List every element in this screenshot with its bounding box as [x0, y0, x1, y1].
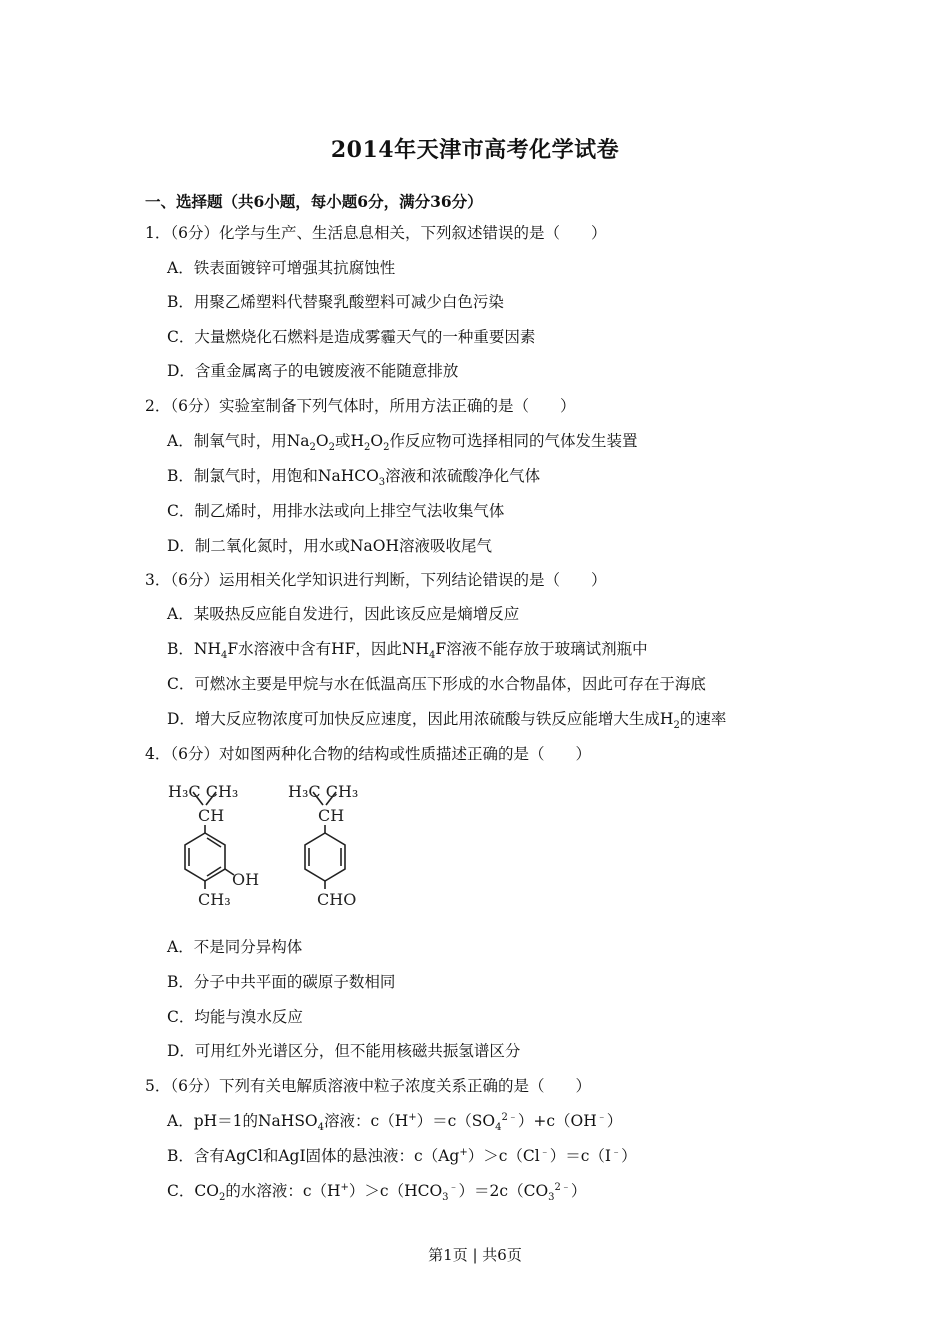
mol1-benzene-ring [185, 833, 225, 881]
question-5-option-b: B．含有AgCl和AgI固体的悬浊液：c（Ag+）＞c（Cl﹣）＝c（I﹣） [167, 1146, 637, 1165]
question-5-option-c: C．$CO_2$的水溶液：$c(H^+)>c(HCO_3^﹣)=2c(CO_3^{2﹣})$ [167, 1181, 587, 1204]
question-1-option-d: D．含重金属离子的电镀废液不能随意排放 [167, 362, 459, 380]
question-2-option-c: C．制乙烯时，用排水法或向上排空气法收集气体 [167, 502, 505, 520]
question-4-option-d: D．可用红外光谱区分，但不能用核磁共振氢谱区分 [167, 1042, 521, 1060]
question-5-stem: 5．（6分）下列有关电解质溶液中粒子浓度关系正确的是（ ） [145, 1077, 591, 1095]
question-1-option-a: A．铁表面镀锌可增强其抗腐蚀性 [167, 259, 396, 277]
mol1-ch-label: CH [198, 806, 225, 825]
question-5-option-a: A．pH＝1的NaHSO$_4$溶液：$c(H^+)=c(SO_4^{2﹣})+c(OH^﹣)$ [167, 1111, 623, 1134]
section-heading: 一、选择题（共6小题，每小题6分，满分36分） [145, 192, 483, 211]
mol2-top-label: H₃C CH₃ [288, 782, 359, 801]
mol1-oh-label: OH [232, 870, 260, 889]
question-2-stem: 2．（6分）实验室制备下列气体时，所用方法正确的是（ ） [145, 397, 576, 415]
mol2-ring [305, 833, 345, 881]
question-3-option-c: C．可燃冰主要是甲烷与水在低温高压下形成的水合物晶体，因此可存在于海底 [167, 675, 706, 693]
question-4-option-b: B．分子中共平面的碳原子数相同 [167, 973, 396, 991]
page-title: 2014年天津市高考化学试卷 [330, 137, 620, 163]
question-3-stem: 3．（6分）运用相关化学知识进行判断，下列结论错误的是（ ） [145, 571, 607, 589]
mol1-bottom-label: CH₃ [198, 890, 231, 909]
question-1-option-c: C．大量燃烧化石燃料是造成雾霾天气的一种重要因素 [167, 328, 536, 346]
question-3-option-d: D．增大反应物浓度可加快反应速度，因此用浓硫酸与铁反应能增大生成$H_2$的速率 [167, 710, 727, 732]
question-1-stem: 1．（6分）化学与生产、生活息息相关，下列叙述错误的是（ ） [145, 224, 607, 242]
question-4-option-a: A．不是同分异构体 [167, 938, 303, 956]
question-3-option-a: A．某吸热反应能自发进行，因此该反应是熵增反应 [167, 605, 520, 623]
question-3-option-b: B．$NH_4F$水溶液中含有HF，因此$NH_4F$溶液不能存放于玻璃试剂瓶中 [167, 640, 648, 662]
question-2-option-a: A．制氧气时，用$Na_2O_2$或$H_2O_2$作反应物可选择相同的气体发生装置 [167, 432, 638, 454]
question-2-option-d: D．制二氧化氮时，用水或NaOH溶液吸收尾气 [167, 537, 492, 555]
page-footer: 第1页 | 共6页 [428, 1246, 522, 1264]
mol2-bottom-label: CHO [317, 890, 357, 909]
question-1-option-b: B．用聚乙烯塑料代替聚乳酸塑料可减少白色污染 [167, 293, 504, 311]
molecule-structures [160, 775, 400, 915]
question-2-option-b: B．制氯气时，用饱和NaHCO$_3$溶液和浓硫酸净化气体 [167, 467, 541, 489]
mol2-ch-label: CH [318, 806, 345, 825]
question-4-stem: 4．（6分）对如图两种化合物的结构或性质描述正确的是（ ） [145, 745, 591, 763]
mol1-top-label: H₃C CH₃ [168, 782, 239, 801]
question-4-option-c: C．均能与溴水反应 [167, 1008, 303, 1026]
